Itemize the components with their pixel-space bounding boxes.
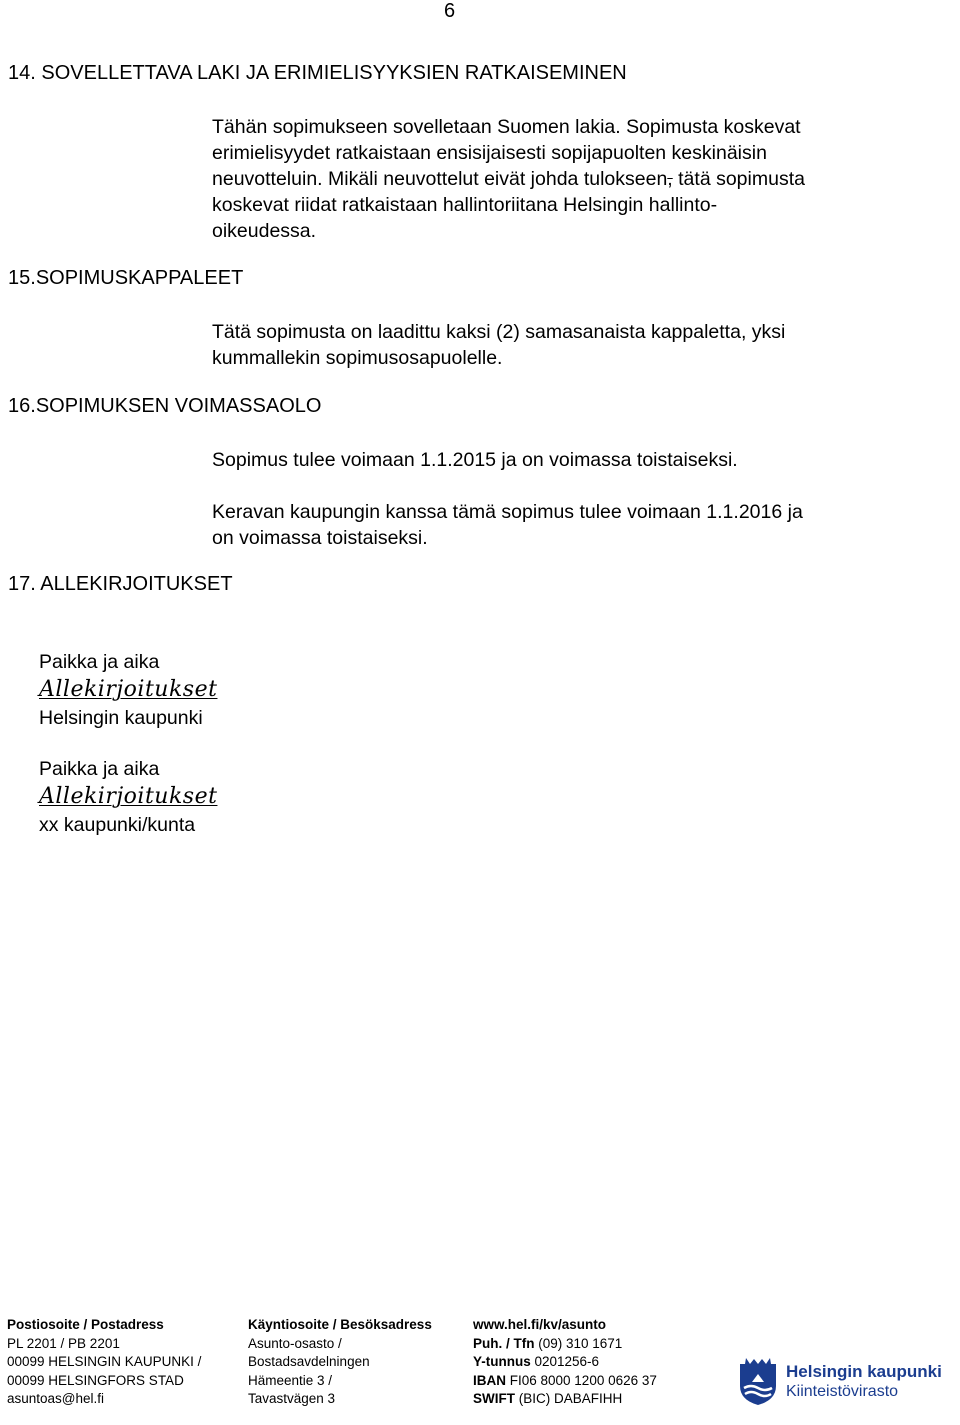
footer-heading: Käyntiosoite / Besöksadress [248, 1317, 432, 1332]
section-title: SOPIMUSKAPPALEET [35, 267, 244, 289]
footer-label: Y-tunnus [473, 1354, 531, 1370]
footer-line: Hämeentie 3 / [248, 1372, 333, 1388]
section-title: SOPIMUKSEN VOIMASSAOLO [35, 395, 322, 417]
signature-line: Allekirjoitukset [39, 677, 218, 702]
logo-department: Kiinteistövirasto [786, 1383, 899, 1400]
footer-line: 00099 HELSINGIN KAUPUNKI / [7, 1354, 202, 1370]
section-title: ALLEKIRJOITUKSET [40, 573, 233, 595]
paragraph-line: koskevat riidat ratkaistaan hallintoriitana Helsingin hallinto- [212, 194, 718, 216]
footer-line: PL 2201 / PB 2201 [7, 1335, 120, 1351]
paragraph-line: oikeudessa. [212, 220, 317, 242]
section-heading-15 [8, 267, 243, 290]
paragraph-line: Tätä sopimusta on laadittu kaksi (2) samasanaista kappaletta, yksi [212, 321, 786, 343]
section-number: 17. [8, 573, 36, 595]
section-heading-16 [8, 395, 321, 418]
place-date-label: Paikka ja aika [39, 758, 160, 780]
footer-line: Asunto-osasto / [248, 1335, 342, 1351]
footer-web-link[interactable]: www.hel.fi/kv/asunto [473, 1317, 607, 1332]
section-title: SOVELLETTAVA LAKI JA ERIMIELISYYKSIEN RATKAISEMINEN [41, 62, 627, 84]
logo-text [786, 1362, 942, 1402]
struck-comma: , [667, 168, 673, 190]
footer-visiting-address [248, 1316, 432, 1409]
footer-label: Puh. / Tfn [473, 1335, 535, 1351]
footer-line: 00099 HELSINGFORS STAD [7, 1372, 184, 1388]
footer-heading: Postiosoite / Postadress [7, 1317, 164, 1332]
party-name: Helsingin kaupunki [39, 707, 203, 729]
text-span: neuvotteluin. Mikäli neuvottelut eivät johda tulokseen [212, 168, 668, 190]
paragraph-line: Keravan kaupungin kanssa tämä sopimus tulee voimaan 1.1.2016 ja [212, 501, 803, 523]
footer-label: SWIFT [473, 1391, 515, 1407]
section-number: 15. [8, 267, 36, 289]
paragraph-line: Sopimus tulee voimaan 1.1.2015 ja on voimassa toistaiseksi. [212, 449, 738, 471]
footer-value: (BIC) DABAFIHH [515, 1391, 623, 1407]
section-14-body [212, 114, 952, 244]
paragraph-line: on voimassa toistaiseksi. [212, 527, 428, 549]
footer-contact-info [473, 1316, 657, 1409]
footer-postal-address [7, 1316, 201, 1409]
signature-block-municipality [39, 755, 217, 839]
footer-swift [473, 1390, 657, 1409]
paragraph-line [212, 166, 952, 192]
helsinki-logo [738, 1356, 954, 1410]
text-span: tätä sopimusta [672, 168, 805, 190]
section-number: 16. [8, 395, 36, 417]
footer-line: Tavastvägen 3 [248, 1391, 336, 1407]
party-name: xx kaupunki/kunta [39, 814, 196, 836]
footer-line: Bostadsavdelningen [248, 1354, 370, 1370]
section-15-body [212, 319, 952, 371]
section-16-body [212, 447, 952, 551]
helsinki-crest-icon [738, 1356, 778, 1406]
place-date-label: Paikka ja aika [39, 651, 160, 673]
signature-line: Allekirjoitukset [39, 784, 218, 809]
paragraph-line: erimielisyydet ratkaistaan ensisijaisesti sopijapuolten keskinäisin [212, 142, 767, 164]
section-heading-14 [8, 62, 627, 85]
footer-ytunnus [473, 1353, 657, 1372]
logo-name: Helsingin kaupunki [786, 1362, 942, 1381]
signature-block-helsinki [39, 648, 217, 732]
page-number: 6 [444, 0, 456, 22]
footer-iban [473, 1372, 657, 1391]
footer-value: FI06 8000 1200 0626 37 [506, 1372, 657, 1388]
footer-phone [473, 1335, 657, 1354]
paragraph-line: Tähän sopimukseen sovelletaan Suomen lakia. Sopimusta koskevat [212, 116, 801, 138]
section-heading-17 [8, 573, 233, 596]
paragraph-line: kummallekin sopimusosapuolelle. [212, 347, 503, 369]
footer-value: 0201256-6 [530, 1354, 600, 1370]
footer-value: (09) 310 1671 [534, 1335, 623, 1351]
footer-label: IBAN [473, 1372, 506, 1388]
footer-email[interactable]: asuntoas@hel.fi [7, 1391, 105, 1407]
section-number: 14. [8, 62, 36, 84]
